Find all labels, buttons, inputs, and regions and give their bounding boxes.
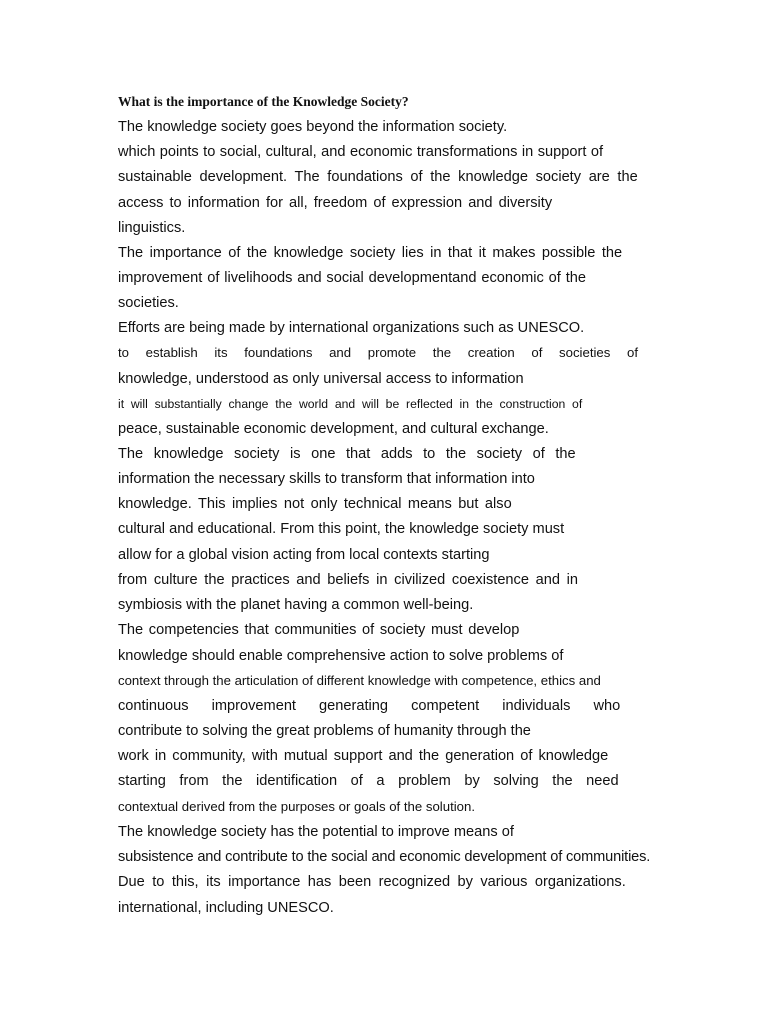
text-line: The competencies that communities of society must develop <box>118 622 520 638</box>
text-line: continuous improvement generating competent individuals who <box>118 698 621 714</box>
text-line: it will substantially change the world and will be reflected in the construction of <box>118 397 583 411</box>
document-title: What is the importance of the Knowledge Society? <box>118 94 409 109</box>
text-line: symbiosis with the planet having a common well-being. <box>118 597 474 613</box>
text-line: access to information for all, freedom of expression and diversity <box>118 195 553 211</box>
text-line: The knowledge society has the potential to improve means of <box>118 824 514 840</box>
text-line: The knowledge society is one that adds to the society of the <box>118 446 576 462</box>
text-line: improvement of livelihoods and social developmentand economic of the <box>118 270 586 286</box>
text-line: international, including UNESCO. <box>118 900 334 916</box>
text-line: subsistence and contribute to the social and economic development of communities. <box>118 849 651 865</box>
text-line: linguistics. <box>118 220 186 236</box>
text-line: from culture the practices and beliefs in civilized coexistence and in <box>118 572 578 588</box>
text-line: knowledge. This implies not only technical means but also <box>118 496 512 512</box>
text-line: cultural and educational. From this point, the knowledge society must <box>118 521 565 537</box>
text-line: to establish its foundations and promote the creation of societies of <box>118 345 638 360</box>
text-line: knowledge should enable comprehensive action to solve problems of <box>118 648 564 664</box>
text-line: The importance of the knowledge society lies in that it makes possible the <box>118 245 623 261</box>
text-line: contribute to solving the great problems of humanity through the <box>118 723 531 739</box>
text-line: societies. <box>118 295 179 311</box>
text-line: The knowledge society goes beyond the information society. <box>118 119 508 135</box>
text-line: Due to this, its importance has been recognized by various organizations. <box>118 874 626 890</box>
text-line: allow for a global vision acting from local contexts starting <box>118 547 490 563</box>
text-line: information the necessary skills to transform that information into <box>118 471 535 487</box>
text-line: work in community, with mutual support and the generation of knowledge <box>118 748 609 764</box>
text-line: starting from the identification of a problem by solving the need <box>118 773 619 789</box>
text-line: knowledge, understood as only universal access to information <box>118 371 524 387</box>
text-line: peace, sustainable economic development, and cultural exchange. <box>118 421 549 437</box>
text-line: Efforts are being made by international organizations such as UNESCO. <box>118 320 585 336</box>
text-line: which points to social, cultural, and economic transformations in support of <box>118 144 604 160</box>
text-line: contextual derived from the purposes or goals of the solution. <box>118 799 476 814</box>
text-line: sustainable development. The foundations of the knowledge society are the <box>118 169 638 185</box>
text-line: context through the articulation of different knowledge with competence, ethics and <box>118 673 601 688</box>
